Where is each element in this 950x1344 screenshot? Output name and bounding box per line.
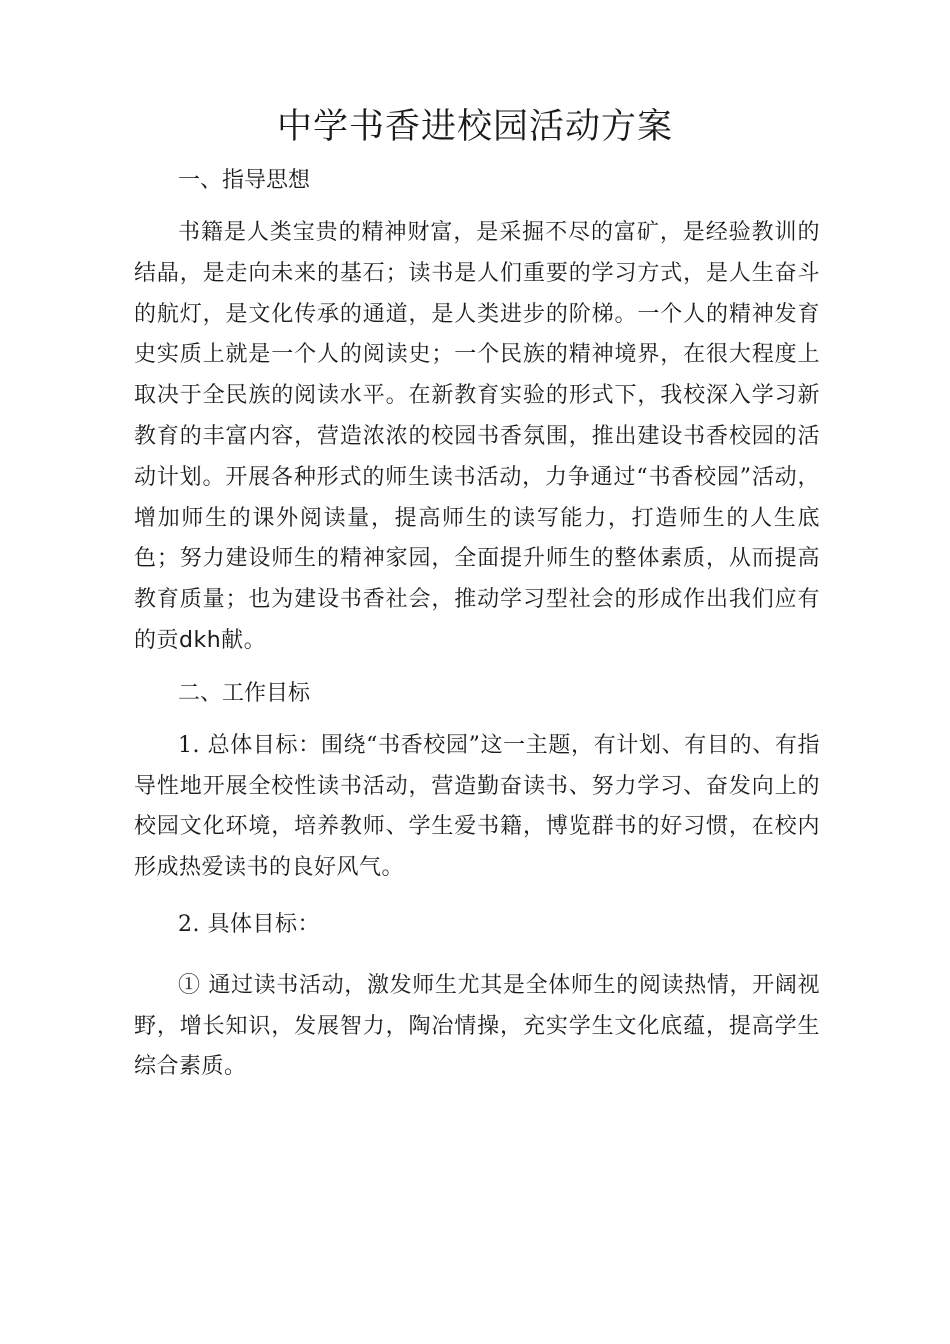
guiding-ideology-tail-latin: dkh — [179, 627, 222, 653]
document-body — [134, 161, 820, 1088]
specific-goal-item-1: ① 通过读书活动，激发师生尤其是全体师生的阅读热情，开阔视野，增长知识，发展智力，陶冶情操，充实学生文化底蕴，提高学生综合素质。 — [134, 972, 820, 1080]
guiding-ideology-tail: 献。 — [221, 627, 267, 653]
document-title: 中学书香进校园活动方案 — [276, 107, 673, 147]
guiding-ideology-paragraph — [134, 213, 820, 662]
guiding-ideology-text: 书籍是人类宝贵的精神财富，是采掘不尽的富矿，是经验教训的结晶，是走向未来的基石；读书是人们重要的学习方式，是人生奋斗的航灯，是文化传承的通道，是人类进步的阶梯。一个人的精神发育史实质上就是一个人的阅读史；一个民族的精神境界，在很大程度上取决于全民族的阅读水平。在新教育实验的形式下，我校深入学习新教育的丰富内容，营造浓浓的校园书香氛围，推出建设书香校园的活动计划。开展各种形式的师生读书活动，力争通过“书香校园”活动，增加师生的课外阅读量，提高师生的读写能力，打造师生的人生底色；努力建设师生的精神家园，全面提升师生的整体素质，从而提高教育质量；也为建设书香社会，推动学习型社会的形成作出我们应有的贡 — [134, 220, 820, 653]
section-heading-guiding-ideology: 一、指导思想 — [178, 168, 311, 193]
section-heading-work-goals: 二、工作目标 — [178, 680, 311, 706]
overall-goal-paragraph: 1. 总体目标：围绕“书香校园”这一主题，有计划、有目的、有指导性地开展全校性读书活动，营造勤奋读书、努力学习、奋发向上的校园文化环境，培养教师、学生爱书籍，博览群书的好习惯，在校内形成热爱读书的良好风气。 — [134, 732, 820, 881]
specific-goals-heading: 2. 具体目标： — [178, 911, 320, 937]
